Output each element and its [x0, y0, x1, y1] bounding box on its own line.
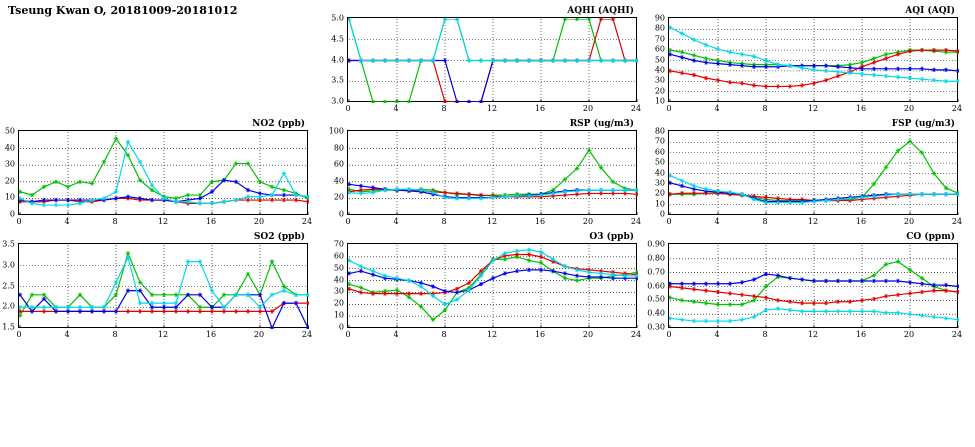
y-tick-label: 3.5: [331, 75, 344, 85]
plot-svg-so2: [19, 244, 309, 329]
x-tick-label: 0: [16, 217, 22, 226]
chart-title-no2: NO2 (ppb): [252, 119, 305, 129]
y-tick-label: 20: [333, 192, 344, 202]
x-tick-label: 0: [345, 330, 351, 339]
chart-title-co: CO (ppm): [906, 232, 955, 242]
x-tick-label: 16: [534, 104, 546, 113]
x-tick-label: 24: [630, 217, 642, 226]
x-tick-label: 12: [157, 217, 169, 226]
y-tick-label: 50: [654, 55, 665, 64]
y-tick-label: 0.50: [647, 294, 665, 304]
y-tick-label: 70: [333, 239, 344, 249]
y-tick-label: 80: [654, 23, 665, 33]
page-title: Tseung Kwan O, 20181009-20181012: [8, 4, 238, 17]
x-tick-label: 4: [64, 330, 70, 339]
x-tick-label: 0: [666, 217, 672, 226]
x-tick-label: 0: [345, 217, 351, 226]
x-tick-label: 0: [345, 104, 351, 113]
x-tick-label: 4: [393, 330, 399, 339]
x-tick-label: 0: [16, 330, 22, 339]
y-tick-label: 50: [333, 263, 344, 273]
x-tick-label: 4: [714, 330, 720, 339]
x-tick-label: 16: [855, 104, 867, 113]
x-tick-label: 20: [582, 217, 594, 226]
y-tick-label: 0.60: [647, 281, 665, 290]
y-tick-label: 30: [654, 75, 665, 85]
y-tick-label: 5.0: [331, 13, 344, 23]
y-tick-label: 10: [333, 310, 344, 320]
chart-panel-aqhi: [331, 6, 642, 113]
plot-area-rsp: [347, 130, 637, 215]
chart-panel-aqi: [654, 6, 963, 113]
y-tick-label: 70: [654, 34, 665, 44]
plot-svg-co: [669, 244, 959, 329]
x-tick-label: 16: [534, 330, 546, 339]
x-tick-label: 0: [666, 330, 672, 339]
y-tick-label: 60: [654, 147, 665, 157]
y-tick-label: 20: [4, 176, 15, 186]
y-tick-label: 3.0: [331, 96, 344, 106]
x-tick-label: 24: [951, 104, 963, 113]
x-tick-label: 20: [253, 330, 265, 339]
chart-title-o3: O3 (ppb): [589, 232, 634, 242]
y-tick-label: 0: [338, 322, 344, 332]
x-tick-label: 4: [714, 104, 720, 113]
chart-panel-so2: [2, 232, 313, 339]
y-tick-label: 0.70: [647, 267, 665, 277]
x-tick-label: 12: [157, 330, 169, 339]
y-tick-label: 0.30: [647, 322, 665, 332]
y-tick-label: 20: [654, 86, 665, 96]
y-tick-label: 60: [333, 159, 344, 169]
y-tick-label: 2.5: [2, 281, 15, 290]
chart-panel-no2: [4, 119, 313, 226]
x-tick-label: 20: [582, 330, 594, 339]
y-tick-label: 10: [654, 96, 665, 106]
x-tick-label: 8: [112, 330, 118, 339]
y-tick-label: 30: [4, 159, 15, 169]
plot-svg-rsp: [348, 131, 638, 216]
x-tick-label: 12: [807, 104, 819, 113]
chart-title-so2: SO2 (ppb): [253, 232, 305, 242]
y-tick-label: 30: [654, 178, 665, 188]
plot-svg-aqi: [669, 18, 959, 103]
x-tick-label: 24: [630, 330, 642, 339]
plot-area-aqi: [668, 17, 958, 102]
y-tick-label: 1.5: [2, 322, 15, 332]
plot-svg-fsp: [669, 131, 959, 216]
y-tick-label: 40: [333, 176, 344, 186]
y-tick-label: 40: [654, 65, 665, 75]
chart-title-aqhi: AQHI (AQHI): [567, 6, 634, 16]
y-tick-label: 4.5: [331, 34, 344, 44]
x-tick-label: 24: [301, 330, 313, 339]
y-tick-label: 0.80: [647, 253, 665, 263]
y-tick-label: 0.90: [647, 239, 665, 249]
plot-area-o3: [347, 243, 637, 328]
y-tick-label: 80: [333, 143, 344, 153]
x-tick-label: 20: [903, 330, 915, 339]
x-tick-label: 24: [630, 104, 642, 113]
x-tick-label: 16: [205, 330, 217, 339]
y-tick-label: 40: [654, 168, 665, 177]
x-tick-label: 0: [666, 104, 672, 113]
x-tick-label: 20: [582, 104, 594, 113]
x-tick-label: 12: [486, 217, 498, 226]
x-tick-label: 20: [253, 217, 265, 226]
y-tick-label: 0: [9, 209, 15, 219]
x-tick-label: 8: [762, 217, 768, 226]
x-tick-label: 4: [64, 217, 70, 226]
chart-panel-fsp: [654, 119, 963, 226]
x-tick-label: 16: [205, 217, 217, 226]
x-tick-label: 8: [762, 104, 768, 113]
y-tick-label: 20: [654, 188, 665, 198]
y-tick-label: 10: [654, 199, 665, 209]
x-tick-label: 4: [393, 104, 399, 113]
y-tick-label: 0.40: [647, 308, 665, 318]
plot-svg-aqhi: [348, 18, 638, 103]
x-tick-label: 12: [486, 330, 498, 339]
y-tick-label: 10: [4, 192, 15, 202]
chart-title-fsp: FSP (ug/m3): [891, 119, 955, 129]
chart-panel-co: [647, 232, 963, 339]
y-tick-label: 40: [333, 275, 344, 285]
y-tick-label: 50: [4, 126, 15, 136]
chart-panel-o3: [333, 232, 642, 339]
plot-area-co: [668, 243, 958, 328]
x-tick-label: 8: [112, 217, 118, 226]
y-tick-label: 40: [4, 143, 15, 153]
x-tick-label: 8: [441, 104, 447, 113]
y-tick-label: 20: [333, 298, 344, 308]
y-tick-label: 4.0: [331, 55, 344, 64]
plot-svg-o3: [348, 244, 638, 329]
y-tick-label: 50: [654, 157, 665, 167]
plot-area-no2: [18, 130, 308, 215]
plot-area-aqhi: [347, 17, 637, 102]
x-tick-label: 24: [951, 217, 963, 226]
y-tick-label: 0: [338, 209, 344, 219]
y-tick-label: 3.0: [2, 260, 15, 270]
x-tick-label: 12: [807, 217, 819, 226]
y-tick-label: 70: [654, 136, 665, 146]
x-tick-label: 12: [807, 330, 819, 339]
x-tick-label: 8: [441, 330, 447, 339]
plot-area-so2: [18, 243, 308, 328]
y-tick-label: 100: [328, 126, 344, 136]
chart-title-rsp: RSP (ug/m3): [569, 119, 634, 129]
y-tick-label: 2.0: [2, 301, 15, 311]
y-tick-label: 30: [333, 286, 344, 296]
x-tick-label: 16: [534, 217, 546, 226]
x-tick-label: 8: [762, 330, 768, 339]
y-tick-label: 3.5: [2, 239, 15, 249]
x-tick-label: 12: [486, 104, 498, 113]
y-tick-label: 60: [654, 44, 665, 54]
x-tick-label: 4: [393, 217, 399, 226]
x-tick-label: 20: [903, 217, 915, 226]
y-tick-label: 80: [654, 126, 665, 136]
chart-title-aqi: AQI (AQI): [905, 6, 955, 16]
x-tick-label: 20: [903, 104, 915, 113]
x-tick-label: 8: [441, 217, 447, 226]
y-tick-label: 90: [654, 13, 665, 23]
y-tick-label: 60: [333, 251, 344, 261]
plot-svg-no2: [19, 131, 309, 216]
y-tick-label: 0: [659, 209, 665, 219]
x-tick-label: 24: [301, 217, 313, 226]
x-tick-label: 16: [855, 217, 867, 226]
x-tick-label: 16: [855, 330, 867, 339]
x-tick-label: 4: [714, 217, 720, 226]
x-tick-label: 24: [951, 330, 963, 339]
plot-area-fsp: [668, 130, 958, 215]
chart-panel-rsp: [328, 119, 642, 226]
